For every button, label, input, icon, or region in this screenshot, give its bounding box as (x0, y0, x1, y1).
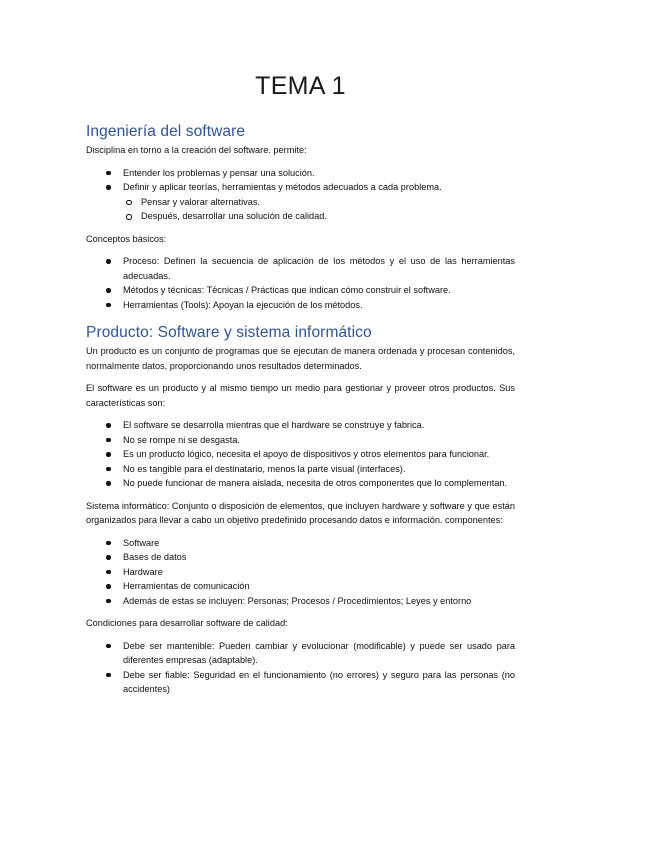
list-item: El software se desarrolla mientras que el hardware se construye y fabrica. (123, 418, 515, 433)
components-list (86, 536, 515, 609)
paragraph: Un producto es un conjunto de programas que se ejecutan de manera ordenada y procesan contenidos, normalmente datos, proporcionando unos resultados determinados. (86, 346, 515, 371)
list-item: No se rompe ni se desgasta. (123, 433, 515, 448)
section-heading-ingenieria: Ingeniería del software (86, 123, 246, 140)
list-item: Además de estas se incluyen: Personas; Procesos / Procedimientos; Leyes y entorno (123, 594, 515, 609)
list-item (123, 180, 515, 224)
list-item: Hardware (123, 565, 515, 580)
list-item-text: Definir y aplicar teorías, herramientas y métodos adecuados a cada problema. (123, 182, 442, 192)
list-item: Debe ser mantenible: Pueden cambiar y evolucionar (modificable) y puede ser usado para diferentes empresas (adaptable). (123, 639, 515, 668)
list-item: Herramientas (Tools): Apoyan la ejecución de los métodos. (123, 298, 515, 313)
sub-bullet-list (123, 195, 515, 224)
list-item: Entender los problemas y pensar una solución. (123, 166, 515, 181)
conditions-list (86, 639, 515, 697)
list-item: Software (123, 536, 515, 551)
characteristics-list (86, 418, 515, 491)
list-item: Debe ser fiable: Seguridad en el funcionamiento (no errores) y seguro para las personas (no accidentes) (123, 668, 515, 697)
list-item: No puede funcionar de manera aislada, necesita de otros componentes que lo complementan. (123, 476, 515, 491)
list-item: Proceso: Definen la secuencia de aplicación de los métodos y el uso de las herramientas adecuadas. (123, 254, 515, 283)
bullet-list (86, 166, 515, 224)
section-heading-producto: Producto: Software y sistema informático (86, 324, 372, 341)
list-item: No es tangible para el destinatario, menos la parte visual (interfaces). (123, 462, 515, 477)
sub-list-item: Pensar y valorar alternativas. (141, 195, 515, 210)
page-title: TEMA 1 (255, 72, 346, 100)
list-item: Bases de datos (123, 550, 515, 565)
concepts-list (86, 254, 515, 312)
paragraph: El software es un producto y al mismo tiempo un medio para gestionar y proveer otros productos. Sus características son: (86, 383, 515, 408)
concepts-label: Conceptos básicos: (86, 233, 167, 244)
paragraph: Sistema informático: Conjunto o disposición de elementos, que incluyen hardware y software y que están organizados para llevar a cabo un objetivo predefinido procesando datos e información. componentes: (86, 500, 515, 525)
list-item: Métodos y técnicas: Técnicas / Prácticas que indican cómo construir el software. (123, 283, 515, 298)
paragraph: Condiciones para desarrollar software de calidad: (86, 618, 288, 628)
list-item: Herramientas de comunicación (123, 579, 515, 594)
list-item: Es un producto lógico, necesita el apoyo de dispositivos y otros elementos para funcionar. (123, 447, 515, 462)
sub-list-item: Después, desarrollar una solución de calidad. (141, 209, 515, 224)
section-intro: Disciplina en torno a la creación del software. permite: (86, 145, 307, 155)
